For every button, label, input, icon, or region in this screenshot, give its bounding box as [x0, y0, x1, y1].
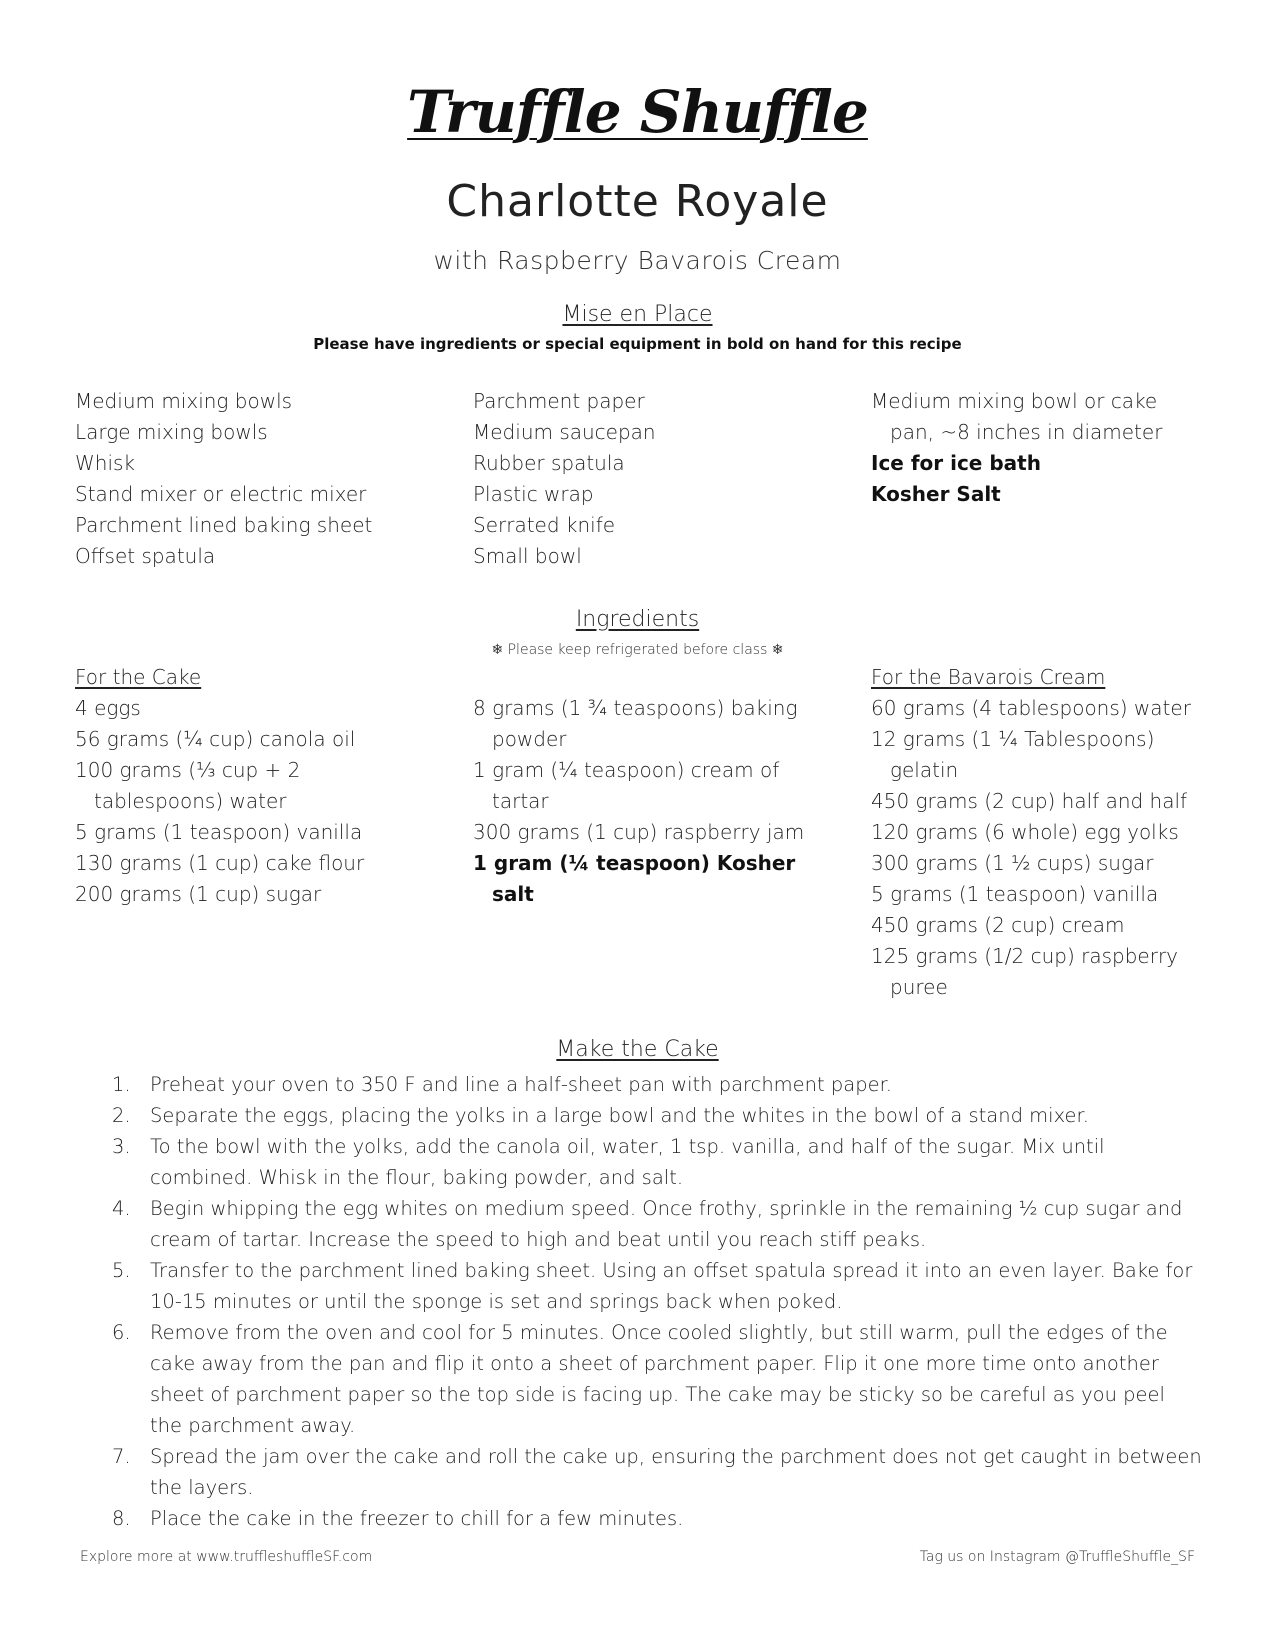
- list-item: Rubber spatula: [473, 451, 625, 475]
- step-item: [90, 1317, 1202, 1441]
- step-number: 8.: [112, 1507, 131, 1530]
- step-number: 7.: [112, 1445, 131, 1468]
- step-text: Spread the jam over the cake and roll the cake up, ensuring the parchment does not get caught in between the layers.: [150, 1445, 1202, 1499]
- list-item: Stand mixer or electric mixer: [75, 482, 367, 506]
- step-number: 6.: [112, 1321, 131, 1344]
- step-item: [90, 1193, 1202, 1255]
- list-item: 5 grams (1 teaspoon) vanilla: [871, 882, 1159, 906]
- step-item: [90, 1131, 1202, 1193]
- step-text: Place the cake in the freezer to chill for a few minutes.: [150, 1507, 684, 1530]
- step-number: 5.: [112, 1259, 131, 1282]
- footer-instagram: Tag us on Instagram @TruffleShuffle_SF: [919, 1549, 1195, 1565]
- equipment-column-2: [473, 386, 833, 572]
- list-item: Whisk: [75, 451, 136, 475]
- step-item: [90, 1255, 1202, 1317]
- list-item: Serrated knife: [473, 513, 616, 537]
- cream-ingredients-heading: For the Bavarois Cream: [871, 665, 1106, 689]
- list-item: Plastic wrap: [473, 482, 594, 506]
- ingredients-heading: Ingredients: [575, 607, 700, 632]
- list-item: 56 grams (¼ cup) canola oil: [75, 727, 356, 751]
- equipment-column-3: [871, 386, 1201, 510]
- list-item: 125 grams (1/2 cup) raspberry puree: [871, 944, 1179, 999]
- list-item: 100 grams (⅓ cup + 2 tablespoons) water: [75, 758, 301, 813]
- cake-ingredients-column: [75, 662, 435, 910]
- step-number: 2.: [112, 1104, 131, 1127]
- step-text: Separate the eggs, placing the yolks in a large bowl and the whites in the bowl of a stand mixer.: [150, 1104, 1089, 1127]
- recipe-subtitle: with Raspberry Bavarois Cream: [433, 246, 842, 275]
- list-item: Kosher Salt: [871, 482, 1001, 506]
- step-item: [90, 1069, 1202, 1100]
- step-number: 1.: [112, 1073, 131, 1096]
- cream-ingredients-column: [871, 662, 1201, 1003]
- step-item: [90, 1503, 1202, 1534]
- list-item: Ice for ice bath: [871, 451, 1041, 475]
- list-item: Medium mixing bowls: [75, 389, 293, 413]
- footer-website: Explore more at www.truffleshuffleSF.com: [80, 1549, 373, 1565]
- list-item: Parchment paper: [473, 389, 645, 413]
- list-item: 8 grams (1 ¾ teaspoons) baking powder: [473, 696, 798, 751]
- list-item: Parchment lined baking sheet: [75, 513, 373, 537]
- list-item: 120 grams (6 whole) egg yolks: [871, 820, 1179, 844]
- cake-ingredients-heading: For the Cake: [75, 665, 202, 689]
- cake-ingredients-list: [75, 693, 435, 910]
- step-text: Transfer to the parchment lined baking sheet. Using an offset spatula spread it into an even layer. Bake for 10-15 minutes or until the sponge is set and springs back when poked.: [150, 1259, 1193, 1313]
- list-item: Offset spatula: [75, 544, 216, 568]
- list-item: 60 grams (4 tablespoons) water: [871, 696, 1191, 720]
- cake-ingredients-column-2: [473, 693, 813, 910]
- equipment-column-1: [75, 386, 435, 572]
- mise-en-place-note: Please have ingredients or special equipment in bold on hand for this recipe: [313, 335, 962, 353]
- cream-ingredients-list: [871, 693, 1201, 1003]
- list-item: Small bowl: [473, 544, 582, 568]
- recipe-title: Charlotte Royale: [446, 176, 829, 227]
- brand-logo: Truffle Shuffle: [407, 78, 868, 146]
- step-text: To the bowl with the yolks, add the canola oil, water, 1 tsp. vanilla, and half of the sugar. Mix until combined. Whisk in the flour, baking powder, and salt.: [150, 1135, 1105, 1189]
- list-item: Medium mixing bowl or cake pan, ~8 inches in diameter: [871, 389, 1163, 444]
- list-item: 5 grams (1 teaspoon) vanilla: [75, 820, 363, 844]
- mise-en-place-heading: Mise en Place: [562, 302, 713, 327]
- step-number: 3.: [112, 1135, 131, 1158]
- list-item: Medium saucepan: [473, 420, 656, 444]
- step-item: [90, 1441, 1202, 1503]
- step-text: Remove from the oven and cool for 5 minutes. Once cooled slightly, but still warm, pull the edges of the cake away from the pan and flip it onto a sheet of parchment paper. Flip it one more time onto another sheet of parchment paper so the top side is facing up. The cake may be sticky so be careful as you peel the parchment away.: [150, 1321, 1168, 1437]
- list-item: 12 grams (1 ¼ Tablespoons) gelatin: [871, 727, 1155, 782]
- refrigerate-note: ❄ Please keep refrigerated before class ❄: [491, 642, 784, 658]
- cake-steps-list: [90, 1069, 1202, 1534]
- step-number: 4.: [112, 1197, 131, 1220]
- list-item: 200 grams (1 cup) sugar: [75, 882, 322, 906]
- list-item: 450 grams (2 cup) half and half: [871, 789, 1188, 813]
- list-item: 300 grams (1 cup) raspberry jam: [473, 820, 805, 844]
- list-item: Large mixing bowls: [75, 420, 268, 444]
- list-item: 130 grams (1 cup) cake flour: [75, 851, 365, 875]
- list-item: 300 grams (1 ½ cups) sugar: [871, 851, 1154, 875]
- list-item: 450 grams (2 cup) cream: [871, 913, 1125, 937]
- list-item: 1 gram (¼ teaspoon) Kosher salt: [473, 851, 796, 906]
- make-the-cake-heading: Make the Cake: [556, 1037, 719, 1062]
- step-item: [90, 1100, 1202, 1131]
- list-item: 4 eggs: [75, 696, 141, 720]
- step-text: Begin whipping the egg whites on medium speed. Once frothy, sprinkle in the remaining ½ cup sugar and cream of tartar. Increase the speed to high and beat until you reach stiff peaks.: [150, 1197, 1183, 1251]
- list-item: 1 gram (¼ teaspoon) cream of tartar: [473, 758, 780, 813]
- step-text: Preheat your oven to 350 F and line a half-sheet pan with parchment paper.: [150, 1073, 893, 1096]
